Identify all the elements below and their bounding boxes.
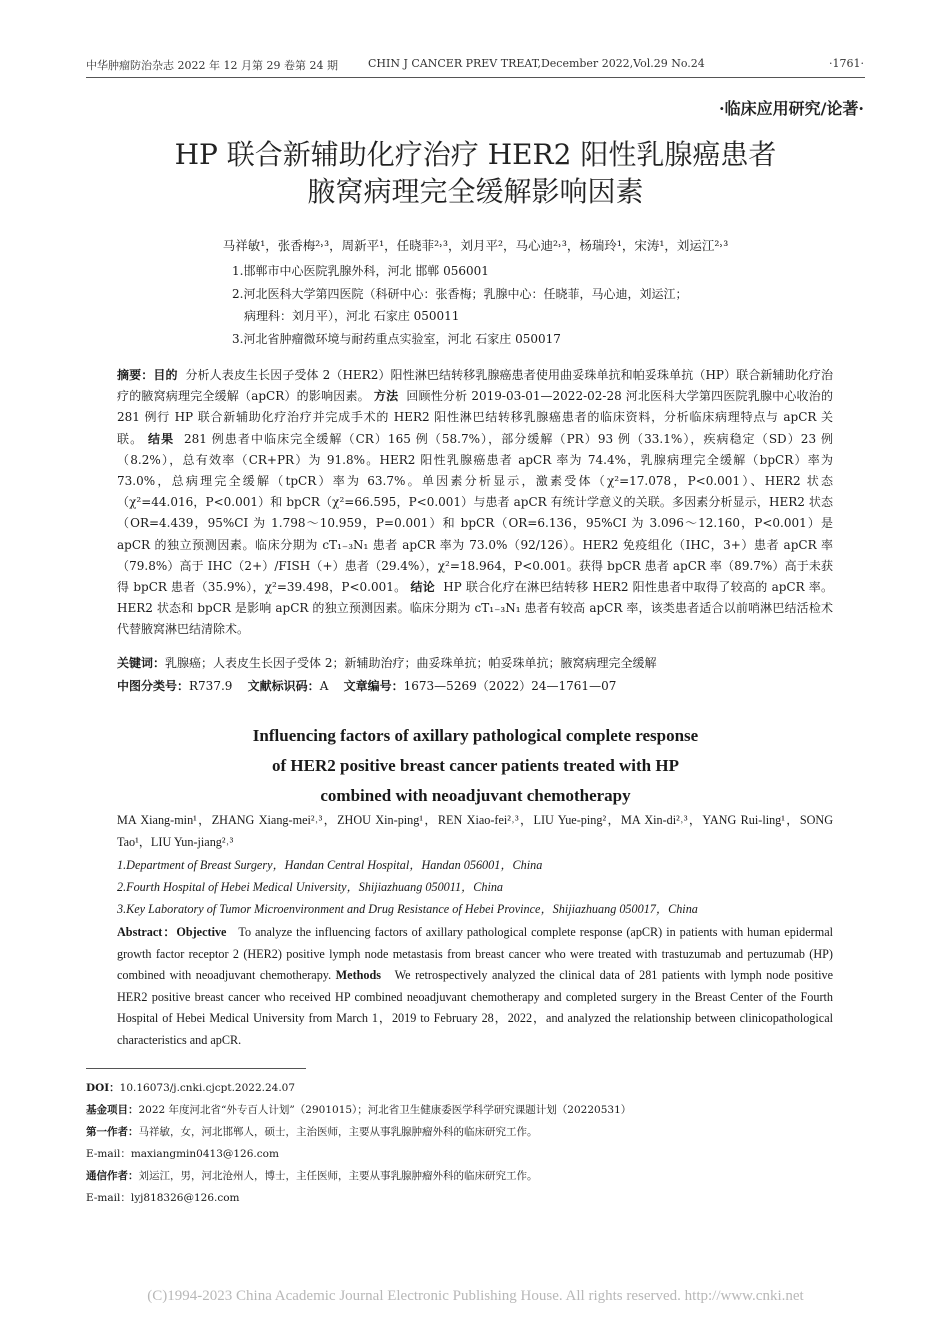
column-label: ·临床应用研究/论著· xyxy=(719,99,864,118)
abstract-zh xyxy=(117,365,833,641)
clc-value: R737.9 xyxy=(189,679,233,693)
fund-label: 基金项目： xyxy=(86,1104,139,1116)
affiliation-en-2: 2.Fourth Hospital of Hebei Medical University，Shijiazhuang 050011，China xyxy=(117,880,504,894)
title-en-line-3: combined with neoadjuvant chemotherapy xyxy=(320,786,631,805)
title-en-line-2: of HER2 positive breast cancer patients treated with HP xyxy=(271,756,679,775)
first-author-line xyxy=(86,1124,538,1139)
doc-code-value: A xyxy=(319,679,329,693)
affiliation-en-3: 3.Key Laboratory of Tumor Microenvironment and Drug Resistance of Hebei Province，Shijiazhuang 050017，China xyxy=(117,902,698,916)
keywords-zh xyxy=(117,653,833,674)
doi-value: 10.16073/j.cnki.cjcpt.2022.24.07 xyxy=(119,1082,296,1094)
authors-en: MA Xiang-min¹，ZHANG Xiang-mei²˒³，ZHOU Xin-ping¹，REN Xiao-fei²˒³，LIU Yue-ping²，MA Xin-di²˒³，YANG Rui-ling¹，SONG Tao¹，LIU Yun-jiang²˒³ xyxy=(117,813,833,849)
affiliation-zh-3: 3.河北省肿瘤微环境与耐药重点实验室，河北 石家庄 050017 xyxy=(232,332,561,346)
methods-label: 方法 xyxy=(373,389,399,404)
abstract-en-objective: To analyze the influencing factors of axillary pathological complete response (apCR) in patients with human epidermal growth factor receptor 2 (HER2) positive lymph node metastasis from breast cancer who were treated with trastuzumab and pertuzumab (HP) combined with neoadjuvant chemotherapy. xyxy=(117,925,834,982)
fund-value: 2022 年度河北省“外专百人计划”（2901015）；河北省卫生健康委医学科学研究课题计划（20220531） xyxy=(138,1104,632,1116)
title-en-line-1: Influencing factors of axillary pathological complete response xyxy=(252,726,699,745)
doi-label: DOI： xyxy=(86,1082,120,1094)
results-text: 281 例患者中临床完全缓解（CR）165 例（58.7%），部分缓解（PR）93 例（33.1%），疾病稳定（SD）23 例（8.2%），总有效率（CR+PR）为 91.8%。HER2 阳性乳腺癌患者 apCR 率为 74.4%，乳腺病理完全缓解（bpCR）率为 73.0%，总病理完全缓解（tpCR）率为 63.7%。单因素分析显示，激素受体（χ²=17.078，P<0.001）、HER2 状态（χ²=44.016，P<0.001）和 bpCR（χ²=66.595，P<0.001）与患者 apCR 有统计学意义的关联。多因素分析显示，HER2 状态（OR=4.439，95%CI 为 1.798～10.959，P=0.001）和 bpCR（OR=6.136，95%CI 为 3.096～12.160，P<0.001）是 apCR 的独立预测因素。临床分期为 cT₁₋₃N₁ 患者 apCR 率为 73.0%（92/126）。HER2 免疫组化（IHC，3+）患者 apCR 率（79.8%）高于 IHC（2+）/FISH（+）患者（29.4%），χ²=18.964，P<0.001。获得 bpCR 患者 apCR 率（89.7%）高于未获得 bpCR 患者（35.9%），χ²=39.498，P<0.001。 xyxy=(117,431,833,595)
conclusion-text: HP 联合化疗在淋巴结转移 HER2 阳性患者中取得了较高的 apCR 率。HER2 状态和 bpCR 是影响 apCR 的独立预测因素。临床分期为 cT₁₋₃N₁ 患者有较高 apCR 率，该类患者适合以前哨淋巴结活检术代替腋窝淋巴结清除术。 xyxy=(117,580,833,637)
abstract-en xyxy=(117,922,833,1051)
email-corresponding: E-mail：lyj818326@126.com xyxy=(86,1192,240,1204)
corresponding-line xyxy=(86,1168,538,1183)
header-rule xyxy=(86,77,865,78)
title-zh-line-1: HP 联合新辅助化疗治疗 HER2 阳性乳腺癌患者 xyxy=(174,138,777,171)
results-label: 结果 xyxy=(148,431,175,446)
keywords-label: 关键词： xyxy=(117,656,166,670)
affiliation-zh-2: 2.河北医科大学第四医院（科研中心：张香梅；乳腺中心：任晓菲，马心迪，刘运江； xyxy=(232,287,688,301)
first-author-label: 第一作者： xyxy=(86,1126,139,1138)
affiliation-en-1: 1.Department of Breast Surgery，Handan Central Hospital，Handan 056001，China xyxy=(117,858,543,872)
running-header-journal-zh: 中华肿瘤防治杂志 2022 年 12 月第 29 卷第 24 期 xyxy=(86,59,338,72)
corresponding-label: 通信作者： xyxy=(86,1170,139,1182)
abstract-en-methods: We retrospectively analyzed the clinical data of 281 patients with lymph node positive HER2 positive breast cancer who received HP combined neoadjuvant chemotherapy and completed surgery in the Breast Center of the Fourth Hospital of Hebei Medical University from March 1，2019 to February 28，2022，and analyzed the relationship between clinicopathological characteristics and apCR. xyxy=(117,968,834,1047)
affiliation-zh-2b: 病理科：刘月平），河北 石家庄 050011 xyxy=(244,309,460,323)
email-first-author: E-mail：maxiangmin0413@126.com xyxy=(86,1148,279,1160)
title-zh-line-2: 腋窝病理完全缓解影响因素 xyxy=(307,175,644,208)
abstract-zh-label: 摘要： xyxy=(117,368,154,382)
running-header-journal-en: CHIN J CANCER PREV TREAT,December 2022,Vol.29 No.24 xyxy=(368,57,705,70)
objective-label: 目的 xyxy=(153,368,178,382)
keywords-text: 乳腺癌；人表皮生长因子受体 2；新辅助治疗；曲妥珠单抗；帕妥珠单抗；腋窝病理完全缓解 xyxy=(165,656,657,670)
corresponding-value: 刘运江，男，河北沧州人，博士，主任医师，主要从事乳腺肿瘤外科的临床研究工作。 xyxy=(138,1170,538,1182)
abstract-en-methods-label: Methods xyxy=(335,968,382,982)
doc-code-label: 文献标识码： xyxy=(247,679,320,693)
authors-zh: 马祥敏¹，张香梅²˒³，周新平¹，任晓菲²˒³，刘月平²，马心迪²˒³，杨瑞玲¹，宋涛¹，刘运江²˒³ xyxy=(222,238,729,253)
copyright-footer: (C)1994-2023 China Academic Journal Electronic Publishing House. All rights reserved. http://www.cnki.net xyxy=(147,1288,804,1304)
first-author-value: 马祥敏，女，河北邯郸人，硕士，主治医师，主要从事乳腺肿瘤外科的临床研究工作。 xyxy=(138,1126,538,1138)
fund-line xyxy=(86,1102,631,1117)
clc-label: 中图分类号： xyxy=(117,679,190,693)
affiliation-zh-1: 1.邯郸市中心医院乳腺外科，河北 邯郸 056001 xyxy=(232,264,489,278)
classification-line xyxy=(117,676,833,697)
doi-line xyxy=(86,1080,295,1095)
page-number: ·1761· xyxy=(829,57,864,70)
article-no-value: 1673—5269（2022）24—1761—07 xyxy=(403,679,617,693)
abstract-en-label: Abstract：Objective xyxy=(117,925,227,939)
methods-text: 回顾性分析 2019-03-01—2022-02-28 河北医科大学第四医院乳腺中心收治的 281 例行 HP 联合新辅助化疗治疗并完成手术的 HER2 阳性淋巴结转移乳腺癌患者的临床资料，分析临床病理特点与 apCR 关联。 xyxy=(117,389,833,446)
footnote-rule xyxy=(86,1068,306,1069)
objective-text: 分析人表皮生长因子受体 2（HER2）阳性淋巴结转移乳腺癌患者使用曲妥珠单抗和帕妥珠单抗（HP）联合新辅助化疗治疗的腋窝病理完全缓解（apCR）的影响因素。 xyxy=(117,368,833,404)
article-no-label: 文章编号： xyxy=(343,679,404,693)
conclusion-label: 结论 xyxy=(410,580,436,595)
